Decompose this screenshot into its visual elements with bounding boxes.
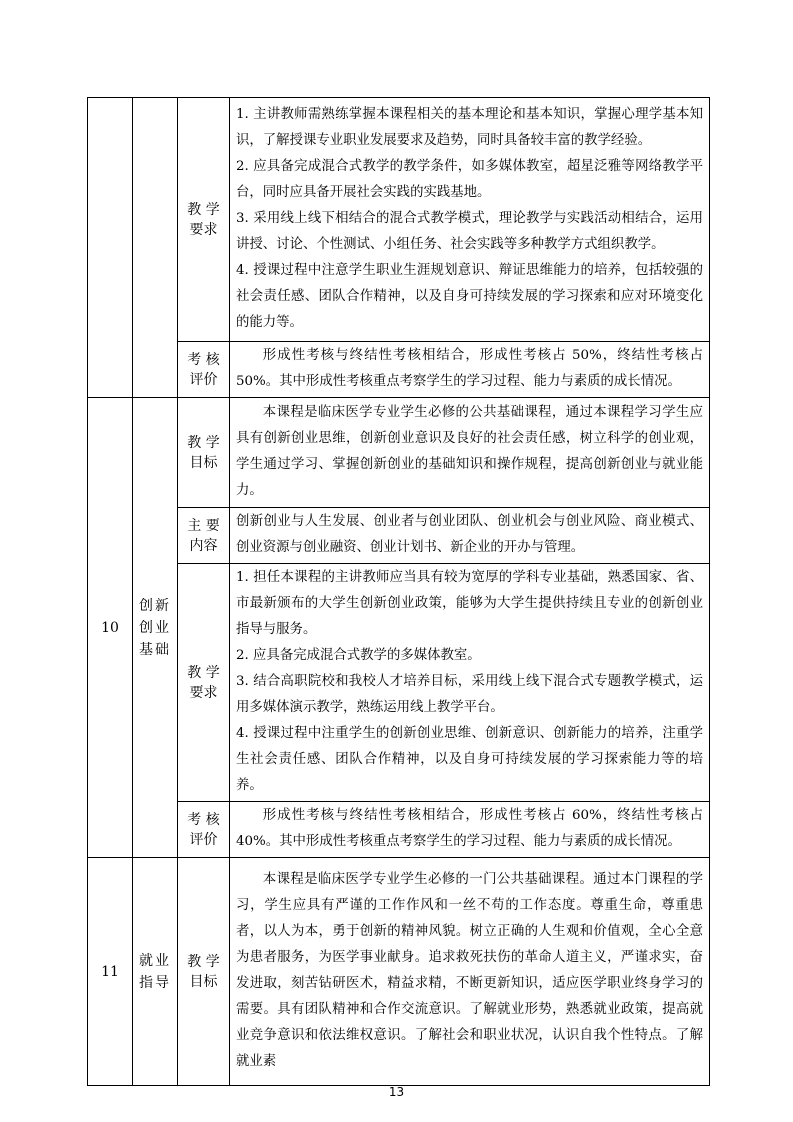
page-number: 13: [388, 1085, 405, 1099]
subsection-label: 教 学 要求: [178, 564, 230, 802]
paragraph: 4. 授课过程中注重学生的创新创业思维、创新意识、创新能力的培养，注重学生社会责任感、团队合作精神，以及自身可持续发展的学习探索能力等的培养。: [236, 726, 703, 793]
paragraph: 形成性考核与终结性考核相结合，形成性考核占 50%，终结性考核占 50%。其中形成性考核重点考察学生的学习过程、能力与素质的成长情况。: [236, 348, 703, 389]
course-number: 11: [88, 858, 133, 1086]
section-content: [230, 98, 710, 342]
subsection-label: 考 核 评价: [178, 342, 230, 398]
subsection-label: 教 学 目标: [178, 398, 230, 508]
table-row: [88, 342, 710, 398]
section-content: [230, 508, 710, 564]
subsection-label: 考 核 评价: [178, 802, 230, 858]
table-row: [88, 564, 710, 802]
table-row: [88, 508, 710, 564]
section-content: [230, 858, 710, 1086]
paragraph: 形成性考核与终结性考核相结合，形成性考核占 60%，终结性考核占 40%。其中形成性考核重点考察学生的学习过程、能力与素质的成长情况。: [236, 808, 703, 849]
subsection-label: 教 学 目标: [178, 858, 230, 1086]
section-content: [230, 802, 710, 858]
paragraph: 1. 担任本课程的主讲教师应当具有较为宽厚的学科专业基础，熟悉国家、省、市最新颁布的大学生创新创业政策，能够为大学生提供持续且专业的创新创业指导与服务。: [236, 570, 703, 637]
course-name: 就业指导: [133, 858, 178, 1086]
subsection-label: 主 要 内容: [178, 508, 230, 564]
course-number: 10: [88, 398, 133, 858]
section-content: [230, 564, 710, 802]
paragraph: 本课程是临床医学专业学生必修的公共基础课程，通过本课程学习学生应具有创新创业思维，创新创业意识及良好的社会责任感，树立科学的创业观，学生通过学习、掌握创新创业的基础知识和操作规程，提高创新创业与就业能力。: [236, 405, 703, 498]
paragraph: 3. 采用线上线下相结合的混合式教学模式，理论教学与实践活动相结合，运用讲授、讨论、个性测试、小组任务、社会实践等多种教学方式组织教学。: [236, 211, 703, 252]
paragraph: 1. 主讲教师需熟练掌握本课程相关的基本理论和基本知识，掌握心理学基本知识，了解授课专业职业发展要求及趋势，同时具备较丰富的教学经验。: [236, 107, 703, 148]
paragraph: 2. 应具备完成混合式教学的教学条件，如多媒体教室，超星泛雅等网络教学平台，同时应具备开展社会实践的实践基地。: [236, 159, 703, 200]
course-number-cell: [88, 98, 133, 398]
table-row: [88, 98, 710, 342]
table-row: [88, 858, 710, 1086]
paragraph: 创新创业与人生发展、创业者与创业团队、创业机会与创业风险、商业模式、创业资源与创业融资、创业计划书、新企业的开办与管理。: [236, 514, 703, 555]
section-content: [230, 342, 710, 398]
course-name: 创新创业基础: [133, 398, 178, 858]
section-content: [230, 398, 710, 508]
paragraph: 4. 授课过程中注意学生职业生涯规划意识、辩证思维能力的培养，包括较强的社会责任感、团队合作精神，以及自身可持续发展的学习探索和应对环境变化的能力等。: [236, 263, 703, 330]
paragraph: 本课程是临床医学专业学生必修的一门公共基础课程。通过本门课程的学习，学生应具有严谨的工作作风和一丝不苟的工作态度。尊重生命，尊重患者，以人为本，勇于创新的精神风貌。树立正确的人生观和价值观，全心全意为患者服务，为医学事业献身。追求救死扶伤的革命人道主义，严谨求实，奋发进取，刻苦钻研医术，精益求精，不断更新知识，适应医学职业终身学习的需要。具有团队精神和合作交流意识。了解就业形势，熟悉就业政策，提高就业竞争意识和依法维权意识。了解社会和职业状况，认识自我个性特点。了解就业素: [236, 872, 703, 1069]
curriculum-table: [87, 97, 710, 1086]
table-row: [88, 398, 710, 508]
paragraph: 2. 应具备完成混合式教学的多媒体教室。: [236, 648, 481, 663]
paragraph: 3. 结合高职院校和我校人才培养目标，采用线上线下混合式专题教学模式，运用多媒体演示教学，熟练运用线上教学平台。: [236, 674, 703, 715]
course-name-cell: [133, 98, 178, 398]
table-row: [88, 802, 710, 858]
subsection-label: 教 学 要求: [178, 98, 230, 342]
